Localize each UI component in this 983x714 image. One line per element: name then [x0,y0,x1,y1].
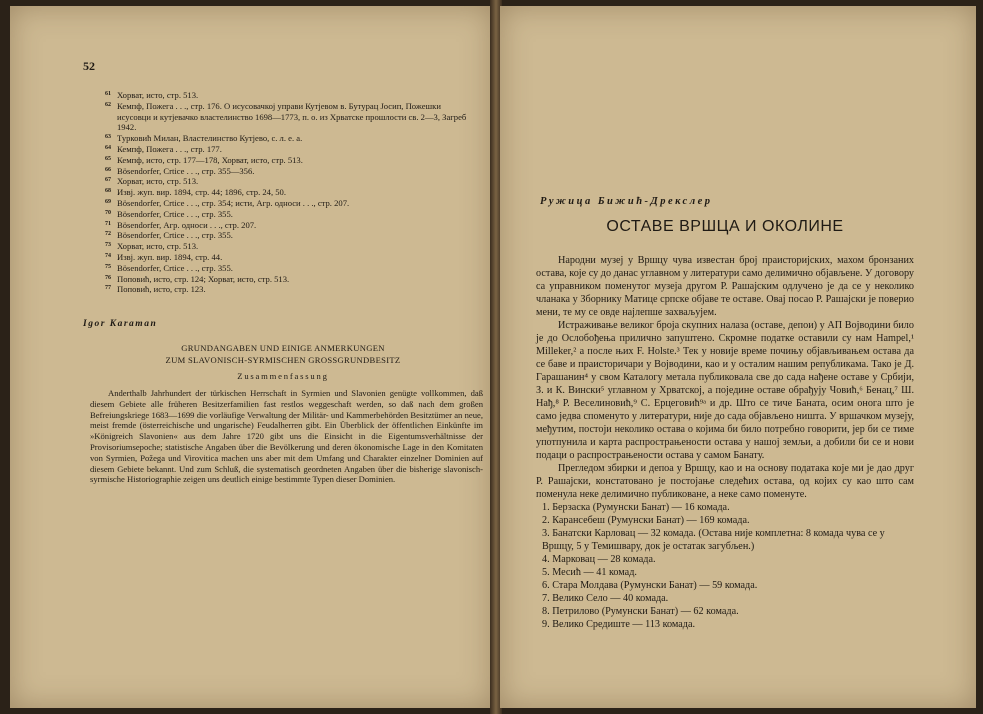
footnote-number: 65 [105,155,111,162]
footnote [105,166,475,177]
footnote-number: 75 [105,263,111,270]
list-item: 6. Стара Молдава (Румунски Банат) — 59 комада. [542,580,758,591]
article-body [536,254,914,631]
footnote-number: 71 [105,220,111,227]
footnote-text: Bösendorfer, Crtice . . ., стр. 354; исти, Агр. односи . . ., стр. 207. [117,197,350,208]
article-title [83,342,483,366]
footnote-text: Bösendorfer, Crtice . . ., стр. 355. [117,208,233,219]
footnote-number: 76 [105,274,111,281]
footnote [105,155,475,166]
footnote-number: 68 [105,188,111,195]
footnote-number: 74 [105,252,111,259]
footnote-text: Bösendorfer, Crtice . . ., стр. 355. [117,262,233,273]
summary-heading: Zusammenfassung [237,371,329,381]
page-number: 52 [83,59,95,73]
list-item: 4. Марковац — 28 комада. [542,554,656,565]
article-author: Igor Karaman [83,319,158,329]
footnote [105,101,475,133]
footnote-number: 61 [105,91,111,97]
footnote-number: 72 [105,231,111,238]
article-title: ОСТАВЕ ВРШЦА И ОКОЛИНЕ [606,218,844,235]
article-title-line: GRUNDANGABEN UND EINIGE ANMERKUNGEN [181,343,385,353]
footnote [105,144,475,155]
footnote-text: Поповић, исто, стр. 123. [117,284,206,295]
list-item: 5. Месић — 41 комад. [542,567,637,578]
right-page [500,6,976,708]
footnote-text: Хорват, исто, стр. 513. [117,241,199,252]
footnote [105,230,475,241]
list-item: 8. Петрилово (Румунски Банат) — 62 комада. [542,606,739,617]
footnote-text: Турковић Милан, Властелинство Кутјево, с. л. е. а. [117,133,303,144]
list-item: 2. Карансебеш (Румунски Банат) — 169 комада. [542,515,750,526]
footnote-text: Извј. жуп. вир. 1894, стр. 44; 1896, стр. 24, 50. [117,187,286,198]
footnote [105,263,475,274]
summary-text: Anderthalb Jahrhundert der türkischen Herrschaft in Syrmien und Slavonien genügte vollkommen, daß diesem Gebiete alle früheren Besitzerfamilien fast restlos weggeschaft werden, so daß nach dem großen Befreiungskriege 1683—1699 die vorläufige Verwaltung der Militär- und Kammerbehörden Besitztümer an neue, meist fremde (österreichische und ungarische) Feudalherren gibt. Ein Überblick der öffentlichen Einkünfte im »Königreich Slavonien« aus dem Jahre 1720 gibt uns die Einsicht in die Eigentumsverhältnisse der Provisoriumsepoche; statistische Angaben über die Bevölkerung und deren ökonomische Lage in den Komitaten von Syrmien, Požega und Virovitica machen uns aber mit dem Umfang und Charakter einzelner Dominien auf diesem Gebiete bekannt. Und zum Schluß, die systematisch geordneten Angaben über die bisherige slavonisch-syrmische Historiographie zeigen uns deutlich einige bestimmte Typen dieser Dominien. [90,388,483,485]
footnote-number: 66 [105,166,111,173]
footnote-text: Bösendorfer, Crtice . . ., стр. 355. [117,230,233,241]
footnote-number: 63 [105,134,111,141]
footnote [105,252,475,263]
hoard-list [536,501,914,631]
footnote-list [105,90,475,295]
footnote-number: 77 [105,285,111,292]
footnote [105,220,475,231]
footnote-text: Хорват, исто, стр. 513. [117,90,199,100]
footnote-number: 64 [105,144,111,151]
footnote [105,284,475,295]
footnote [105,176,475,187]
footnote-text: Кемпф, Пожега . . ., стр. 177. [117,143,222,154]
footnote [105,241,475,252]
footnote [105,274,475,285]
list-item: 9. Велико Средиште — 113 комада. [542,619,696,630]
footnote [105,209,475,220]
paragraph: Истраживање великог броја скупних налаза (оставе, депои) у АП Војводини било је до Ослобођења прилично запуштено. Скромне податке оставили су нам Hampel,¹ Milleker,² а после њих F. Holste.³ Тек у новије време почињу објављивањем остава да се баве и праисторичари у Војводини, као и у осталим нашим републикама. Тако је Д. Гарашанин⁴ у свом Каталогу метала публиковала све до сада нађене оставе у Србији, З. и К. Вински⁵ углавном у Хрватској, а поједине оставе обрађују Човић,⁶ Бенац,⁷ Ш. Нађ,⁸ Р. Веселиновић,⁹ С. Ерцеговић⁹ᵃ и др. Што се тиче Баната, осим онога што је само једва споменуто у литератури, није до сада објављено ништа. У вршачком музеју, међутим, постоји неколико остава о којима би било потребно говорити, јер би се тиме употпунила и карта распрострањености остава у нашој земљи, а добили би се и нови подаци о распрострањености остава у самом Банату. [536,320,914,461]
footnote [105,187,475,198]
footnote-text: Кемпф, исто, стр. 177—178, Хорват, исто, стр. 513. [117,154,303,165]
footnote-text: Кемпф, Пожега . . ., стр. 176. О исусовачкој управи Кутјевом в. Бутурац Јосип, Пожешки исусовци и кутјевачко властелинство 1698—1773, п. о. из Хрватске прошлости св. 2—3, Загреб 1942. [117,100,467,133]
footnote-number: 73 [105,242,111,249]
paragraph: Народни музеј у Вршцу чува известан број праисторијских, махом бронзаних остава, које су до данас углавном у литератури само делимично објављене. У договору са управником поменутог музеја другом Р. Рашајским одлучено је да се у неколико чланака у Зборнику Матице српске објаве те оставе. Овај посао Р. Рашајски је поверио мени, те му се овде најлепше захваљујем. [536,255,914,318]
footnote-text: Bösendorfer, Агр. односи . . ., стр. 207. [117,219,257,230]
footnote-text: Bösendorfer, Crtice . . ., стр. 355—356. [117,165,255,176]
footnote-text: Извј. жуп. вир. 1894, стр. 44. [117,251,223,262]
footnote-text: Хорват, исто, стр. 513. [117,176,199,187]
footnote-number: 70 [105,209,111,216]
left-page [10,6,492,708]
list-item: 1. Берзаска (Румунски Банат) — 16 комада. [542,502,730,513]
footnote-text: Поповић, исто, стр. 124; Хорват, исто, стр. 513. [117,273,290,284]
paragraph: Прегледом збирки и депоа у Вршцу, као и на основу података које ми је дао друг Р. Рашајски, констатовано је постојање следећих остава, од којих су као што сам поменула неке делимично публиковане, а неке само поменуте. [536,463,914,500]
article-title-line: ZUM SLAVONISCH-SYRMISCHEN GROSSGRUNDBESITZ [165,355,401,365]
footnote [105,198,475,209]
list-item: 3. Банатски Карловац — 32 комада. (Остава није комплетна: 8 комада чува се у Вршцу, 5 у Темишвару, док је остатак загубљен.) [542,528,885,552]
article-author: Ружица Бижић-Дрекслер [540,196,713,207]
list-item: 7. Велико Село — 40 комада. [542,593,669,604]
footnote-number: 67 [105,177,111,184]
footnote-number: 62 [105,101,111,108]
footnote [105,133,475,144]
footnote-number: 69 [105,198,111,205]
footnote [105,90,475,101]
